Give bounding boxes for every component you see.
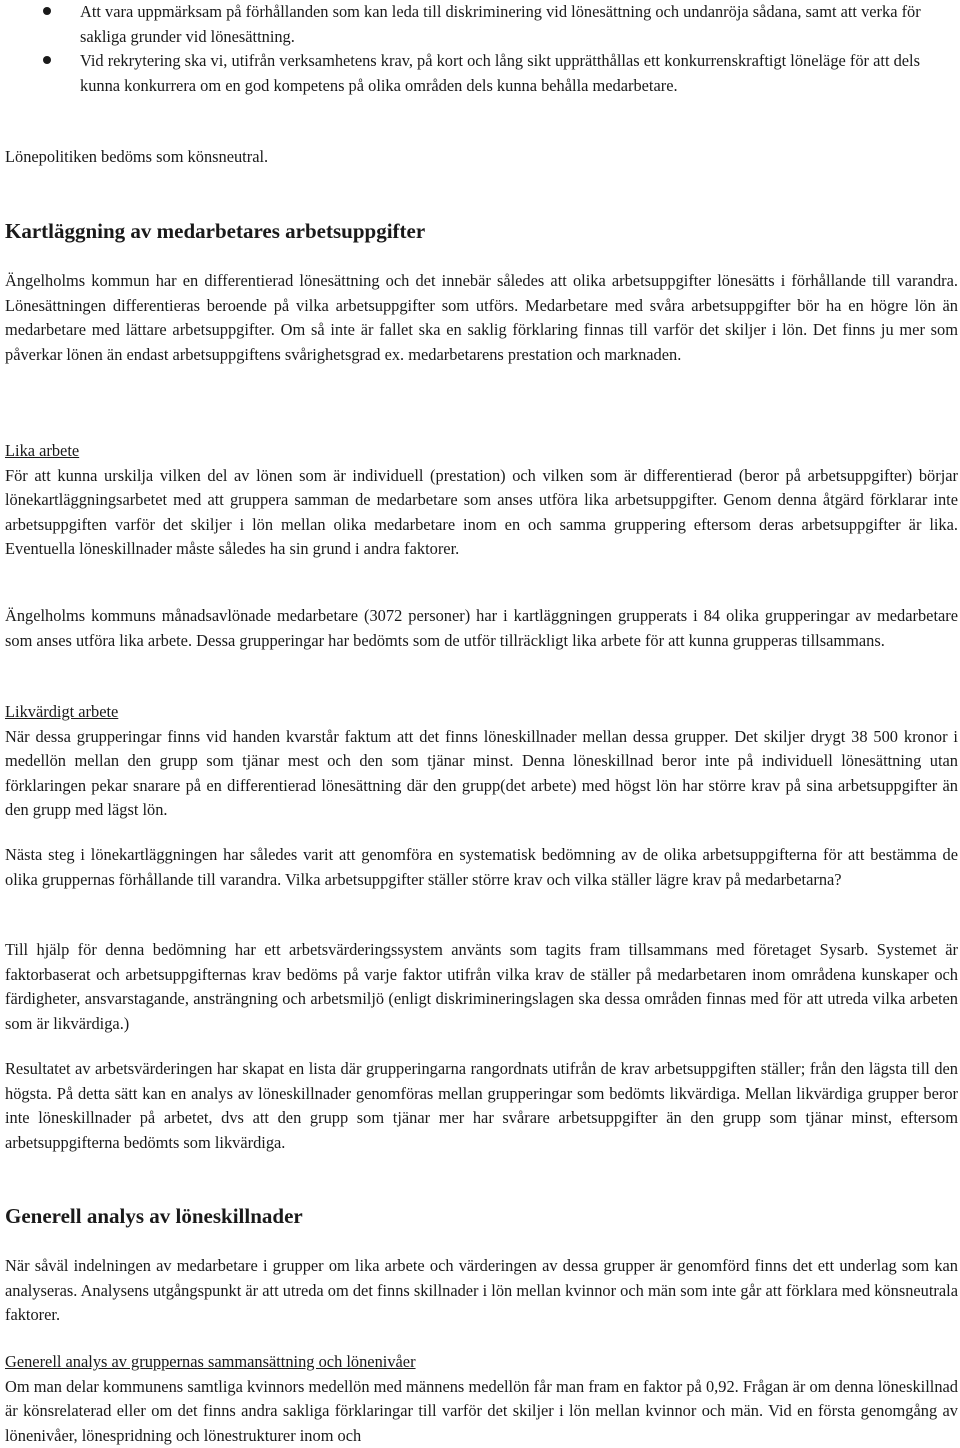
likvardigt-arbete-paragraph: När dessa grupperingar finns vid handen kvarstår faktum att det finns löneskillnader mellan dessa grupper. Det skiljer drygt 38 500 kronor i medellön mellan den grupp som tjänar mest och den som tjänar minst. Denna löneskillnad beror inte på individuell lönesättning utan förklaringen pekar snarare på en differentierad lönesättning där den grupp(det arbete) med högst lön har större krav på sina arbetsuppgifter än den grupp med lägst lön. — [5, 726, 958, 819]
till-hjalp-paragraph: Till hjälp för denna bedömning har ett arbetsvärderingssystem använts som tagits fram tillsammans med företaget Sysarb. Systemet är faktorbaserat och arbetsuppgifternas krav bedöms på varje faktor utifrån vilka krav de ställer på medarbetaren inom områdena kunskaper och färdigheter, ansvarstagande, ansträngning och arbetsmiljö (enligt diskrimineringslagen ska dessa områden finnas med för att utreda vilka arbeten som är likvärdiga.) — [5, 940, 958, 1033]
bullet-item — [5, 0, 958, 49]
bullet-dot-icon — [43, 56, 51, 64]
lika-arbete-block — [5, 439, 958, 562]
bullet-text: Vid rekrytering ska vi, utifrån verksamhetens krav, på kort och lång sikt upprätthållas ett konkurrenskraftigt löneläge för att dels kunna konkurrera om en god kompetens på olika områden dels kunna behålla medarbetare. — [80, 51, 920, 95]
bullet-item — [5, 49, 958, 98]
sammansattning-paragraph: Om man delar kommunens samtliga kvinnors medellön med männens medellön får man fram en faktor på 0,92. Frågan är om denna löneskillnad är könsrelaterad eller om det finns andra sakliga förklaringar till varför det skiljer i lön mellan kvinnor och män. Vid en första genomgång av lönenivåer, lönespridning och lönestrukturer inom och — [5, 1376, 958, 1445]
generell-analys-paragraph: När såväl indelningen av medarbetare i grupper om lika arbete och värderingen av dessa grupper är genomförd finns det ett underlag som kan analyseras. Analysens utgångspunkt är att utreda om det finns skillnader i lön mellan kvinnor och män som inte går att förklara med könsneutrala faktorer. — [5, 1256, 958, 1324]
subheading-likvardigt-arbete: Likvärdigt arbete — [5, 702, 119, 721]
subheading-sammansattning: Generell analys av gruppernas sammansättning och lönenivåer — [5, 1352, 416, 1371]
lonepolitik-paragraph: Lönepolitiken bedöms som könsneutral. — [5, 147, 269, 166]
resultatet-paragraph: Resultatet av arbetsvärderingen har skapat en lista där grupperingarna rangordnats utifrån de krav arbetsuppgiften ställer; från den lägsta till den högsta. På detta sätt kan en analys av löneskillnader genomföras mellan grupperingar som bedömts likvärdiga. Mellan likvärdiga grupper beror inte löneskillnader på arbetet, dvs att den grupp som tjänar mer har svårare arbetsuppgifter än den grupp som tjänar minst, eftersom arbetsuppgifterna bedömts som likvärdiga. — [5, 1059, 958, 1152]
bullet-dot-icon — [43, 7, 51, 15]
lika-arbete-paragraph: För att kunna urskilja vilken del av lönen som är individuell (prestation) och vilken som är differentierad (beror på arbetsuppgifter) börjar lönekartläggningsarbetet med att gruppera samman de medarbetare som anses utföra lika arbetsuppgifter. Genom denna åtgärd förklarar inte arbetsuppgiften varför det skiljer i lön mellan olika medarbetare inom en och samma gruppering eftersom deras arbetsuppgifter är lika. Eventuella löneskillnader måste således ha sin grund i andra faktorer. — [5, 465, 958, 558]
section-heading-kartlaggning: Kartläggning av medarbetares arbetsuppgifter — [5, 219, 426, 243]
sammansattning-block — [5, 1350, 958, 1448]
policy-bullet-list — [5, 0, 958, 98]
section-heading-generell-analys: Generell analys av löneskillnader — [5, 1204, 303, 1228]
bullet-text: Att vara uppmärksam på förhållanden som kan leda till diskriminering vid lönesättning och undanröja sådana, samt att verka för sakliga grunder vid lönesättning. — [80, 2, 921, 46]
manadsavlonade-paragraph: Ängelholms kommuns månadsavlönade medarbetare (3072 personer) har i kartläggningen grupperats i 84 olika grupperingar av medarbetare som anses utföra lika arbete. Dessa grupperingar har bedömts som de utför tillräckligt lika arbete för att kunna grupperas tillsammans. — [5, 606, 958, 650]
subheading-lika-arbete: Lika arbete — [5, 441, 80, 460]
nasta-steg-paragraph: Nästa steg i lönekartläggningen har således varit att genomföra en systematisk bedömning av de olika arbetsuppgifterna för att bestämma de olika gruppernas förhållande till varandra. Vilka arbetsuppgifter ställer större krav och vilka ställer lägre krav på medarbetarna? — [5, 845, 958, 889]
kartlaggning-paragraph: Ängelholms kommun har en differentierad lönesättning och det innebär således att olika arbetsuppgifter lönesätts i förhållande till varandra. Lönesättningen differentieras beroende på vilka arbetsuppgifter som utförs. Medarbetare med svåra arbetsuppgifter bör ha en högre lön än medarbetare med lättare arbetsuppgifter. Om så inte är fallet ska en saklig förklaring finnas till varför det skiljer i lön. Det finns ju mer som påverkar lönen än endast arbetsuppgiftens svårighetsgrad ex. medarbetarens prestation och marknaden. — [5, 271, 958, 364]
likvardigt-arbete-block — [5, 700, 958, 823]
